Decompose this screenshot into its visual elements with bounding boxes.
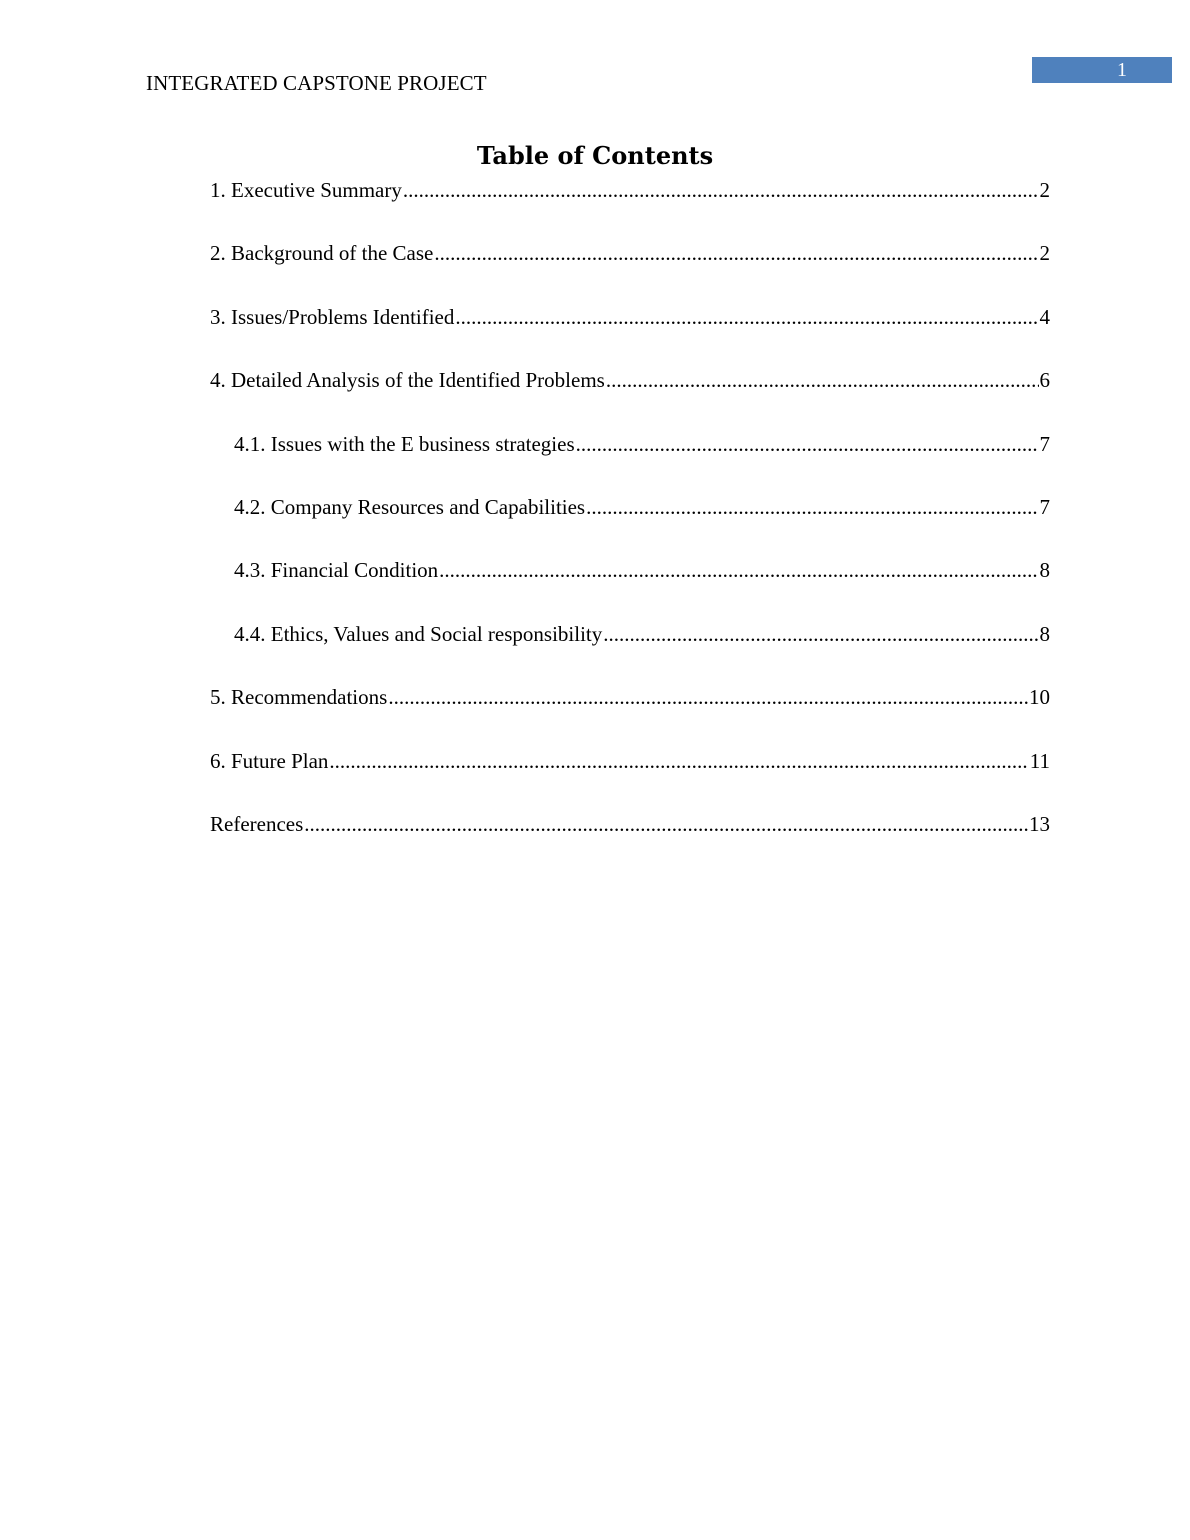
toc-dot-leader [388, 681, 1028, 713]
toc-entry-future-plan[interactable] [210, 745, 1050, 808]
toc-entry-label: References [210, 811, 304, 836]
toc-entry-ethics[interactable] [210, 618, 1050, 681]
toc-dot-leader [439, 554, 1038, 586]
toc-dot-leader [586, 491, 1038, 523]
toc-dot-leader [403, 174, 1039, 206]
toc-entry-page: 6 [1039, 368, 1050, 393]
toc-dot-leader [606, 364, 1039, 396]
toc-entry-label: 4.3. Financial Condition [234, 558, 439, 583]
toc-entry-page: 2 [1039, 178, 1050, 202]
toc-entry-detailed-analysis[interactable] [210, 364, 1050, 427]
toc-entry-background[interactable] [210, 237, 1050, 300]
toc-entry-e-business[interactable] [210, 428, 1050, 491]
toc-dot-leader [304, 808, 1028, 840]
toc-entry-label: 2. Background of the Case [210, 241, 434, 266]
toc-entry-resources[interactable] [210, 491, 1050, 554]
toc-dot-leader [434, 237, 1038, 269]
toc-entry-page: 4 [1039, 304, 1050, 329]
toc-entry-label: 5. Recommendations [210, 685, 388, 710]
page-number-badge [1032, 57, 1172, 83]
toc-entry-label: 1. Executive Summary [210, 178, 402, 202]
toc-entry-page: 2 [1039, 241, 1050, 266]
toc-entry-page: 7 [1039, 494, 1050, 519]
toc-entry-label: 4. Detailed Analysis of the Identified Problems [210, 368, 605, 393]
toc-entry-label: 3. Issues/Problems Identified [210, 304, 455, 329]
toc-dot-leader [603, 618, 1038, 650]
toc-entry-page: 13 [1029, 811, 1050, 836]
toc-entry-label: 4.1. Issues with the E business strategies [234, 431, 575, 456]
toc-entry-page: 11 [1029, 748, 1050, 773]
toc-entry-financial[interactable] [210, 554, 1050, 617]
toc-entry-page: 7 [1039, 431, 1050, 456]
toc-entry-issues[interactable] [210, 301, 1050, 364]
toc-entry-label: 4.4. Ethics, Values and Social responsibility [234, 621, 603, 646]
toc-entry-page: 8 [1039, 558, 1050, 583]
running-head: INTEGRATED CAPSTONE PROJECT [146, 71, 487, 95]
toc-title: Table of Contents [476, 141, 714, 170]
page-number: 1 [1117, 59, 1127, 81]
toc-entry-references[interactable] [210, 808, 1050, 871]
toc-entry-page: 8 [1039, 621, 1050, 646]
toc-dot-leader [455, 301, 1038, 333]
toc-entry-executive-summary[interactable] [210, 174, 1050, 237]
toc-entry-recommendations[interactable] [210, 681, 1050, 744]
toc-dot-leader [576, 428, 1039, 460]
toc-entry-page: 10 [1029, 685, 1050, 710]
toc-entry-label: 6. Future Plan [210, 748, 329, 773]
toc-dot-leader [329, 745, 1028, 777]
table-of-contents [210, 174, 1050, 871]
toc-entry-label: 4.2. Company Resources and Capabilities [234, 494, 586, 519]
